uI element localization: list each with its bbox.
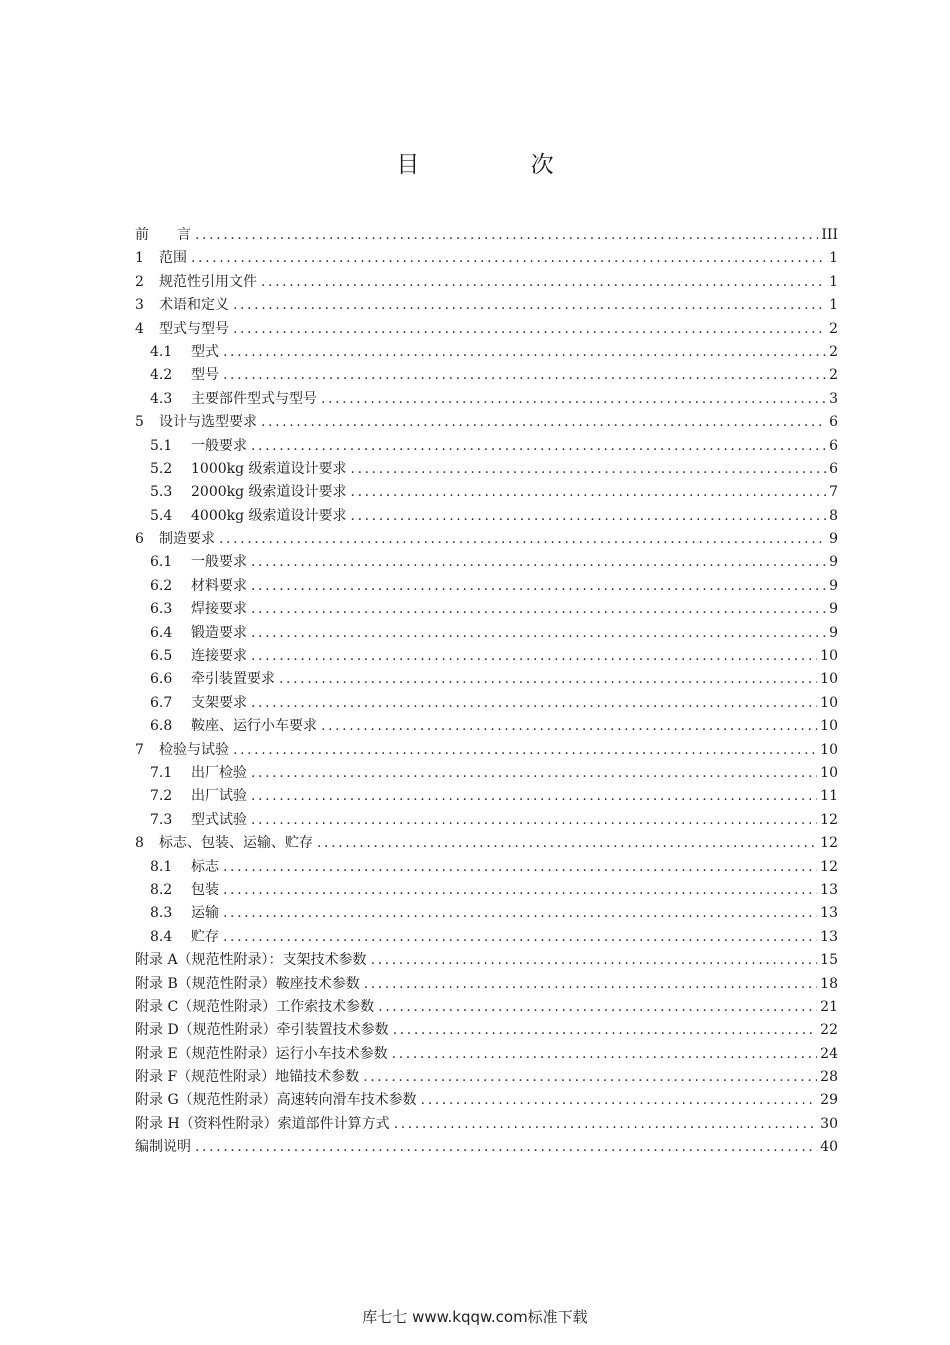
toc-entry[interactable]	[135, 458, 838, 481]
toc-entry-page-number: 9	[829, 577, 838, 594]
toc-entry-label: 2000kg 级索道设计要求	[191, 484, 347, 501]
toc-entry-page-number: 13	[820, 881, 838, 898]
toc-entry-number: 5	[135, 414, 144, 431]
toc-entry-label: 主要部件型式与型号	[191, 390, 317, 407]
toc-entry-label: 范围	[159, 250, 187, 267]
toc-entry-label: 支架要求	[191, 694, 247, 711]
toc-entry-number: 5.2	[150, 460, 173, 477]
toc-entry-page-number: 2	[829, 320, 838, 337]
toc-entry-page-number: 12	[820, 858, 838, 875]
toc-entry[interactable]	[135, 949, 838, 972]
toc-entry-page-number: 9	[829, 624, 838, 641]
toc-entry-page-number: III	[821, 227, 838, 243]
page-title: 目 次	[396, 152, 606, 178]
toc-entry-label: 运输	[191, 905, 219, 922]
toc-entry-label: 术语和定义	[159, 297, 229, 314]
toc-entry[interactable]	[135, 902, 838, 925]
toc-dot-leader	[223, 926, 817, 949]
toc-entry-number: 3	[135, 297, 144, 314]
toc-entry-number: 1	[135, 250, 144, 267]
toc-entry[interactable]	[135, 926, 838, 949]
toc-entry-page-number: 30	[820, 1115, 838, 1132]
toc-entry-label: 检验与试验	[159, 741, 229, 758]
toc-entry[interactable]	[135, 551, 838, 574]
toc-dot-leader	[219, 528, 826, 551]
toc-entry-page-number: 9	[829, 531, 838, 548]
toc-entry-page-number: 13	[820, 905, 838, 922]
toc-dot-leader	[191, 247, 826, 270]
toc-entry-number: 6	[135, 531, 144, 548]
toc-entry-page-number: 10	[820, 648, 838, 665]
toc-dot-leader	[317, 832, 817, 855]
toc-entry-label: 附录 A（规范性附录）：支架技术参数	[135, 952, 367, 969]
toc-dot-leader	[251, 575, 826, 598]
toc-entry-page-number: 29	[820, 1092, 838, 1109]
toc-entry-page-number: 1	[829, 250, 838, 267]
toc-dot-leader	[351, 458, 827, 481]
toc-entry-page-number: 21	[820, 998, 838, 1015]
toc-entry-number: 4.3	[150, 390, 173, 407]
toc-entry-label: 型式	[191, 343, 219, 360]
toc-entry-label: 附录 D（规范性附录）牵引装置技术参数	[135, 1022, 389, 1039]
toc-dot-leader	[223, 856, 817, 879]
toc-entry[interactable]	[135, 668, 838, 691]
toc-entry-page-number: 10	[820, 671, 838, 688]
toc-dot-leader	[251, 785, 817, 808]
toc-dot-leader	[251, 809, 817, 832]
toc-entry-page-number: 9	[829, 554, 838, 571]
toc-entry-number: 6.6	[150, 671, 173, 688]
toc-entry[interactable]	[135, 785, 838, 808]
toc-dot-leader	[233, 318, 826, 341]
toc-entry-number: 6.3	[150, 601, 173, 618]
toc-entry-page-number: 15	[820, 952, 838, 969]
toc-dot-leader	[351, 505, 827, 528]
toc-entry-number: 8.4	[150, 928, 173, 945]
toc-entry-page-number: 3	[829, 390, 838, 407]
toc-entry[interactable]	[135, 1113, 838, 1136]
toc-entry[interactable]	[135, 575, 838, 598]
toc-entry-label: 一般要求	[191, 437, 247, 454]
toc-entry-label: 附录 G（规范性附录）高速转向滑车技术参数	[135, 1092, 417, 1109]
toc-entry-label: 鞍座、运行小车要求	[191, 718, 317, 735]
toc-entry-label: 1000kg 级索道设计要求	[191, 460, 347, 477]
toc-entry[interactable]	[135, 973, 838, 996]
toc-dot-leader	[251, 692, 817, 715]
toc-entry[interactable]	[135, 645, 838, 668]
toc-entry[interactable]	[135, 271, 838, 294]
toc-dot-leader	[321, 388, 826, 411]
toc-entry[interactable]	[135, 692, 838, 715]
toc-entry-number: 8.2	[150, 881, 173, 898]
toc-entry[interactable]	[135, 879, 838, 902]
toc-dot-leader	[233, 739, 817, 762]
toc-dot-leader	[321, 715, 817, 738]
toc-dot-leader	[364, 973, 817, 996]
toc-entry-label: 附录 F（规范性附录）地锚技术参数	[135, 1069, 360, 1086]
toc-entry[interactable]	[135, 435, 838, 458]
toc-entry-page-number: 24	[820, 1045, 838, 1062]
toc-entry-label: 一般要求	[191, 554, 247, 571]
toc-entry-page-number: 6	[829, 460, 838, 477]
toc-entry-number: 6.7	[150, 694, 173, 711]
toc-entry-page-number: 22	[820, 1022, 838, 1039]
toc-entry[interactable]	[135, 411, 838, 434]
toc-entry-number: 6.4	[150, 624, 173, 641]
toc-entry[interactable]	[135, 809, 838, 832]
toc-dot-leader	[223, 902, 817, 925]
toc-entry[interactable]	[135, 481, 838, 504]
toc-dot-leader	[195, 1136, 817, 1159]
toc-entry-label: 规范性引用文件	[159, 273, 257, 290]
toc-dot-leader	[223, 364, 826, 387]
toc-entry-number: 8.3	[150, 905, 173, 922]
toc-entry-number: 6.2	[150, 577, 173, 594]
toc-entry-page-number: 2	[829, 343, 838, 360]
toc-entry[interactable]	[135, 1136, 838, 1159]
toc-dot-leader	[251, 551, 826, 574]
toc-entry-label: 4000kg 级索道设计要求	[191, 507, 347, 524]
toc-entry-page-number: 11	[820, 788, 838, 805]
toc-entry-label: 出厂检验	[191, 764, 247, 781]
toc-entry[interactable]	[135, 341, 838, 364]
toc-entry-label: 材料要求	[191, 577, 247, 594]
toc-entry-label: 型式与型号	[159, 320, 229, 337]
toc-entry-page-number: 12	[820, 835, 838, 852]
toc-entry[interactable]	[135, 505, 838, 528]
toc-entry-label: 前 言	[135, 227, 191, 243]
toc-entry-label: 型式试验	[191, 811, 247, 828]
toc-entry-number: 6.5	[150, 648, 173, 665]
toc-entry-label: 贮存	[191, 928, 219, 945]
toc-entry-page-number: 6	[829, 437, 838, 454]
toc-dot-leader	[394, 1113, 818, 1136]
toc-entry-label: 编制说明	[135, 1139, 191, 1156]
toc-entry-number: 7.2	[150, 788, 173, 805]
toc-dot-leader	[421, 1089, 818, 1112]
toc-entry-page-number: 10	[820, 764, 838, 781]
toc-entry-number: 8	[135, 835, 144, 852]
toc-entry-page-number: 10	[820, 718, 838, 735]
toc-entry-label: 牵引装置要求	[191, 671, 275, 688]
toc-entry[interactable]	[135, 1019, 838, 1042]
toc-dot-leader	[251, 622, 826, 645]
toc-entry-label: 连接要求	[191, 648, 247, 665]
toc-dot-leader	[393, 1019, 817, 1042]
toc-entry-page-number: 1	[829, 297, 838, 314]
toc-entry[interactable]	[135, 224, 838, 247]
toc-dot-leader	[279, 668, 817, 691]
toc-entry-page-number: 9	[829, 601, 838, 618]
toc-entry-label: 附录 C（规范性附录）工作索技术参数	[135, 998, 375, 1015]
toc-entry-number: 2	[135, 273, 144, 290]
toc-entry[interactable]	[135, 622, 838, 645]
toc-entry-number: 7	[135, 741, 144, 758]
toc-entry-page-number: 1	[829, 273, 838, 290]
toc-entry[interactable]	[135, 739, 838, 762]
toc-entry-page-number: 10	[820, 694, 838, 711]
toc-dot-leader	[392, 1043, 818, 1066]
toc-entry[interactable]	[135, 294, 838, 317]
toc-entry-number: 7.1	[150, 764, 173, 781]
toc-entry[interactable]	[135, 762, 838, 785]
toc-entry-label: 出厂试验	[191, 788, 247, 805]
toc-entry-number: 7.3	[150, 811, 173, 828]
toc-entry-number: 4.2	[150, 367, 173, 384]
toc-dot-leader	[261, 411, 826, 434]
toc-dot-leader	[223, 341, 826, 364]
toc-entry-page-number: 8	[829, 507, 838, 524]
toc-entry-number: 8.1	[150, 858, 173, 875]
toc-dot-leader	[233, 294, 826, 317]
toc-dot-leader	[351, 481, 827, 504]
toc-entry-label: 锻造要求	[191, 624, 247, 641]
toc-entry[interactable]	[135, 247, 838, 270]
toc-dot-leader	[251, 598, 826, 621]
toc-entry-page-number: 18	[820, 975, 838, 992]
toc-dot-leader	[378, 996, 817, 1019]
toc-entry-page-number: 6	[829, 414, 838, 431]
toc-entry[interactable]	[135, 996, 838, 1019]
toc-dot-leader	[261, 271, 826, 294]
toc-entry-number: 4.1	[150, 343, 173, 360]
toc-dot-leader	[363, 1066, 817, 1089]
toc-entry-label: 标志、包装、运输、贮存	[159, 835, 313, 852]
toc-entry-label: 设计与选型要求	[159, 414, 257, 431]
toc-entry-number: 5.1	[150, 437, 173, 454]
toc-entry-page-number: 10	[820, 741, 838, 758]
toc-entry-label: 制造要求	[159, 531, 215, 548]
toc-entry-number: 5.4	[150, 507, 173, 524]
toc-entry[interactable]	[135, 528, 838, 551]
toc-dot-leader	[251, 645, 817, 668]
toc-entry[interactable]	[135, 832, 838, 855]
toc-entry[interactable]	[135, 364, 838, 387]
toc-dot-leader	[251, 762, 817, 785]
toc-entry-page-number: 28	[820, 1069, 838, 1086]
table-of-contents	[135, 224, 838, 1160]
toc-entry-label: 附录 H（资料性附录）索道部件计算方式	[135, 1115, 390, 1132]
toc-entry-page-number: 12	[820, 811, 838, 828]
toc-entry-number: 6.1	[150, 554, 173, 571]
toc-entry[interactable]	[135, 715, 838, 738]
footer-watermark: 库七七 www.kqqw.com标准下载	[362, 1308, 588, 1326]
toc-entry-label: 焊接要求	[191, 601, 247, 618]
toc-entry-number: 4	[135, 320, 144, 337]
toc-dot-leader	[371, 949, 818, 972]
toc-entry-page-number: 2	[829, 367, 838, 384]
toc-dot-leader	[223, 879, 817, 902]
toc-entry[interactable]	[135, 388, 838, 411]
toc-entry-label: 附录 E（规范性附录）运行小车技术参数	[135, 1045, 388, 1062]
toc-entry[interactable]	[135, 318, 838, 341]
toc-entry-label: 附录 B（规范性附录）鞍座技术参数	[135, 975, 360, 992]
toc-entry-number: 6.8	[150, 718, 173, 735]
toc-entry[interactable]	[135, 598, 838, 621]
toc-entry[interactable]	[135, 1066, 838, 1089]
toc-entry[interactable]	[135, 1043, 838, 1066]
toc-dot-leader	[195, 224, 818, 247]
toc-entry-page-number: 7	[829, 484, 838, 501]
toc-entry-label: 包装	[191, 881, 219, 898]
toc-entry[interactable]	[135, 1089, 838, 1112]
toc-entry-number: 5.3	[150, 484, 173, 501]
toc-dot-leader	[251, 435, 826, 458]
toc-entry-label: 标志	[191, 858, 219, 875]
toc-entry-page-number: 13	[820, 928, 838, 945]
toc-entry-label: 型号	[191, 367, 219, 384]
toc-entry-page-number: 40	[820, 1139, 838, 1156]
toc-entry[interactable]	[135, 856, 838, 879]
